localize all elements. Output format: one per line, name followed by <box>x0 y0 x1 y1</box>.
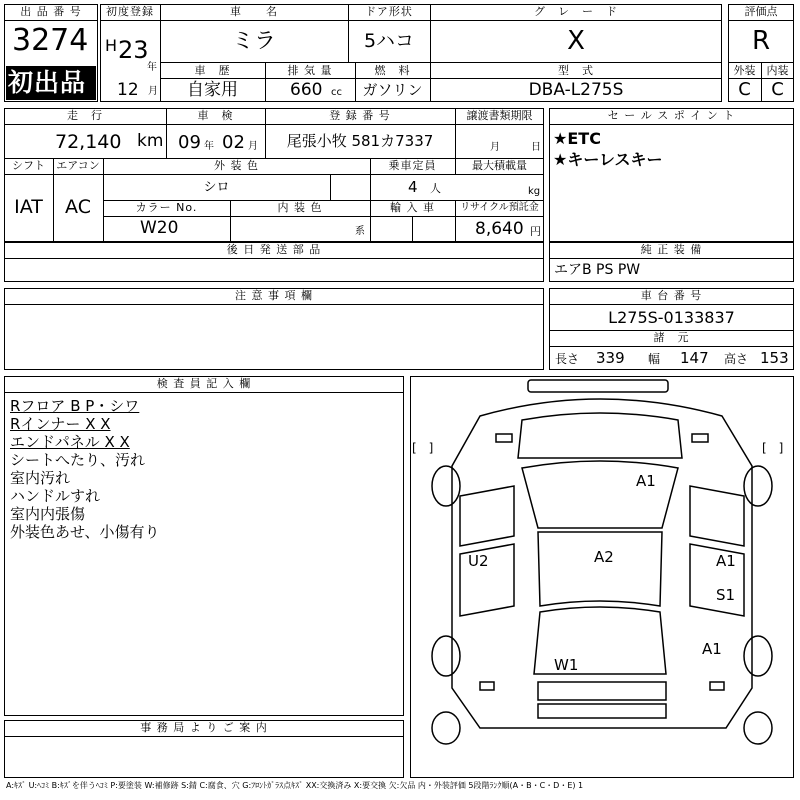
shift-label: シフト <box>12 159 45 172</box>
width-label: 幅 <box>648 352 661 366</box>
exterior-label: 外装 <box>733 64 756 77</box>
rear-bumper <box>538 704 666 718</box>
sales-line: ★ETC <box>553 129 601 148</box>
car-name-label: 車 名 <box>230 5 278 18</box>
fuel-value: ガソリン <box>362 81 423 99</box>
rear-right-wheel <box>744 636 772 676</box>
door-value: 5ハコ <box>363 30 415 52</box>
era: H <box>105 36 118 55</box>
fuel-label: 燃 料 <box>374 64 411 77</box>
damage-mark: A1 <box>636 472 656 490</box>
recycle-value: 8,640 <box>475 219 524 239</box>
plate-label: 登 録 番 号 <box>329 109 391 122</box>
right-headlight <box>692 434 708 442</box>
shift-value: IAT <box>14 196 43 218</box>
delivery-label: 後 日 発 送 部 品 <box>226 243 322 256</box>
door-label: ドア形状 <box>365 5 413 18</box>
grade-value: X <box>567 26 585 56</box>
damage-mark: U2 <box>468 552 489 570</box>
model-label: 型 式 <box>558 64 594 77</box>
notes-label: 注 意 事 項 欄 <box>235 289 313 302</box>
equipment-label: 純 正 装 備 <box>640 243 703 256</box>
length-label: 長さ <box>555 352 580 366</box>
displacement-label: 排 気 量 <box>287 64 333 77</box>
displacement-unit: cc <box>331 87 342 98</box>
score-value: R <box>751 26 771 56</box>
color-value: シロ <box>203 180 230 195</box>
inspection-month: 02 <box>222 132 245 153</box>
displacement-value: 660 <box>290 80 323 100</box>
equipment-value: エアB PS PW <box>554 262 641 278</box>
inspector-line: エンドパネル X X <box>10 433 130 451</box>
inspector-label: 検 査 員 記 入 欄 <box>156 377 252 390</box>
height-label: 高さ <box>724 352 749 366</box>
capacity-value: 4 <box>408 178 418 196</box>
interior-label: 内装 <box>766 64 789 77</box>
legend: A:ｷｽﾞ U:ﾍｺﾐ B:ｷｽﾞを伴うﾍｺﾐ P:要塗装 W:補修跡 S:錆 C:腐食、穴 G:ﾌﾛﾝﾄｶﾞﾗｽ点ｷｽﾞ XX:交換済み X:要交換 欠:欠品 内・外装評価 5段階ﾗﾝｸ順(A・B・C・D・E) 1 <box>6 781 584 790</box>
car-diagram <box>410 376 794 778</box>
mileage-value: 72,140 <box>55 131 122 153</box>
front-bumper <box>528 380 668 392</box>
bracket-right: [ ] <box>762 441 784 455</box>
sales-line: ★キーレスキー <box>553 150 663 169</box>
reg-year: 23 <box>118 36 149 64</box>
inspector-line: ハンドルすれ <box>10 487 101 505</box>
spec-label: 諸 元 <box>653 331 690 344</box>
damage-mark: A2 <box>594 548 614 566</box>
left-front-door <box>460 486 514 546</box>
car-name: ミラ <box>231 29 276 54</box>
width-value: 147 <box>680 349 709 367</box>
inspector-line: Rインナー X X <box>10 415 111 433</box>
office-label: 事 務 局 よ り ご 案 内 <box>140 721 268 734</box>
month-unit: 月 <box>148 86 158 97</box>
recycle-unit: 円 <box>530 225 541 238</box>
inspection-month-unit: 月 <box>248 141 258 152</box>
inspection-year-unit: 年 <box>204 141 214 152</box>
bracket-left: [ ] <box>412 441 434 455</box>
detail-table <box>4 108 544 242</box>
grade-label: グ レ ー ド <box>534 5 618 18</box>
score-label: 評価点 <box>744 5 778 18</box>
left-taillight <box>480 682 494 690</box>
chassis-value: L275S-0133837 <box>608 308 735 327</box>
reg-label: 初度登録 <box>106 5 154 18</box>
interior-color-unit: 系 <box>355 226 365 237</box>
load-label: 最大積載量 <box>472 159 527 172</box>
interior-value: C <box>771 79 784 100</box>
ac-label: エアコン <box>56 159 100 172</box>
left-headlight <box>496 434 512 442</box>
capacity-label: 乗車定員 <box>388 159 437 172</box>
damage-mark: W1 <box>554 656 579 674</box>
plate-value: 尾張小牧 581カ7337 <box>286 132 434 150</box>
damage-mark: A1 <box>716 552 736 570</box>
reg-month: 12 <box>117 80 139 100</box>
hood <box>518 413 682 458</box>
exterior-value: C <box>738 79 751 100</box>
roof <box>538 532 662 606</box>
capacity-unit: 人 <box>430 182 441 195</box>
import-label: 輸 入 車 <box>390 201 435 214</box>
first-listing-label: 初出品 <box>8 68 87 97</box>
inspector-line: 室内汚れ <box>10 469 71 487</box>
height-value: 153 <box>760 349 789 367</box>
right-taillight <box>710 682 724 690</box>
color-no-label: カラー No. <box>135 201 198 214</box>
lot-number: 3274 <box>12 23 89 58</box>
chassis-label: 車 台 番 号 <box>640 289 703 302</box>
transfer-day: 日 <box>531 142 541 153</box>
color-no-value: W20 <box>140 218 179 238</box>
model-value: DBA-L275S <box>528 80 624 100</box>
year-unit: 年 <box>147 62 157 73</box>
length-value: 339 <box>596 349 625 367</box>
spare-wheel-right <box>744 712 772 744</box>
history-value: 自家用 <box>187 80 238 100</box>
inspection-label: 車 検 <box>197 109 234 122</box>
inspector-line: Rフロア B P・シワ <box>10 397 140 415</box>
inspector-notes <box>10 397 160 541</box>
sales-label: セ ー ル ス ポ イ ン ト <box>607 109 736 122</box>
transfer-month: 月 <box>490 142 500 153</box>
mileage-unit: km <box>137 131 164 151</box>
damage-mark: S1 <box>716 586 736 604</box>
spare-wheel-left <box>432 712 460 744</box>
ac-value: AC <box>65 196 91 218</box>
interior-color-label: 内 装 色 <box>277 201 323 214</box>
mileage-label: 走 行 <box>67 109 103 122</box>
rear-left-wheel <box>432 636 460 676</box>
color-label: 外 装 色 <box>214 159 259 172</box>
transfer-label: 譲渡書類期限 <box>466 109 533 122</box>
inspector-line: 外装色あせ、小傷有り <box>10 523 160 541</box>
lot-label: 出 品 番 号 <box>20 5 82 18</box>
front-left-wheel <box>432 466 460 506</box>
damage-mark: A1 <box>702 640 722 658</box>
inspector-line: 室内内張傷 <box>10 505 86 523</box>
right-front-door <box>690 486 744 546</box>
rear-gate <box>538 682 666 700</box>
inspector-line: シートへたり、汚れ <box>10 451 146 469</box>
recycle-label: リサイクル預託金 <box>460 202 539 213</box>
load-unit: kg <box>528 186 541 197</box>
history-label: 車 歴 <box>194 64 231 77</box>
inspection-year: 09 <box>178 132 201 153</box>
front-right-wheel <box>744 466 772 506</box>
